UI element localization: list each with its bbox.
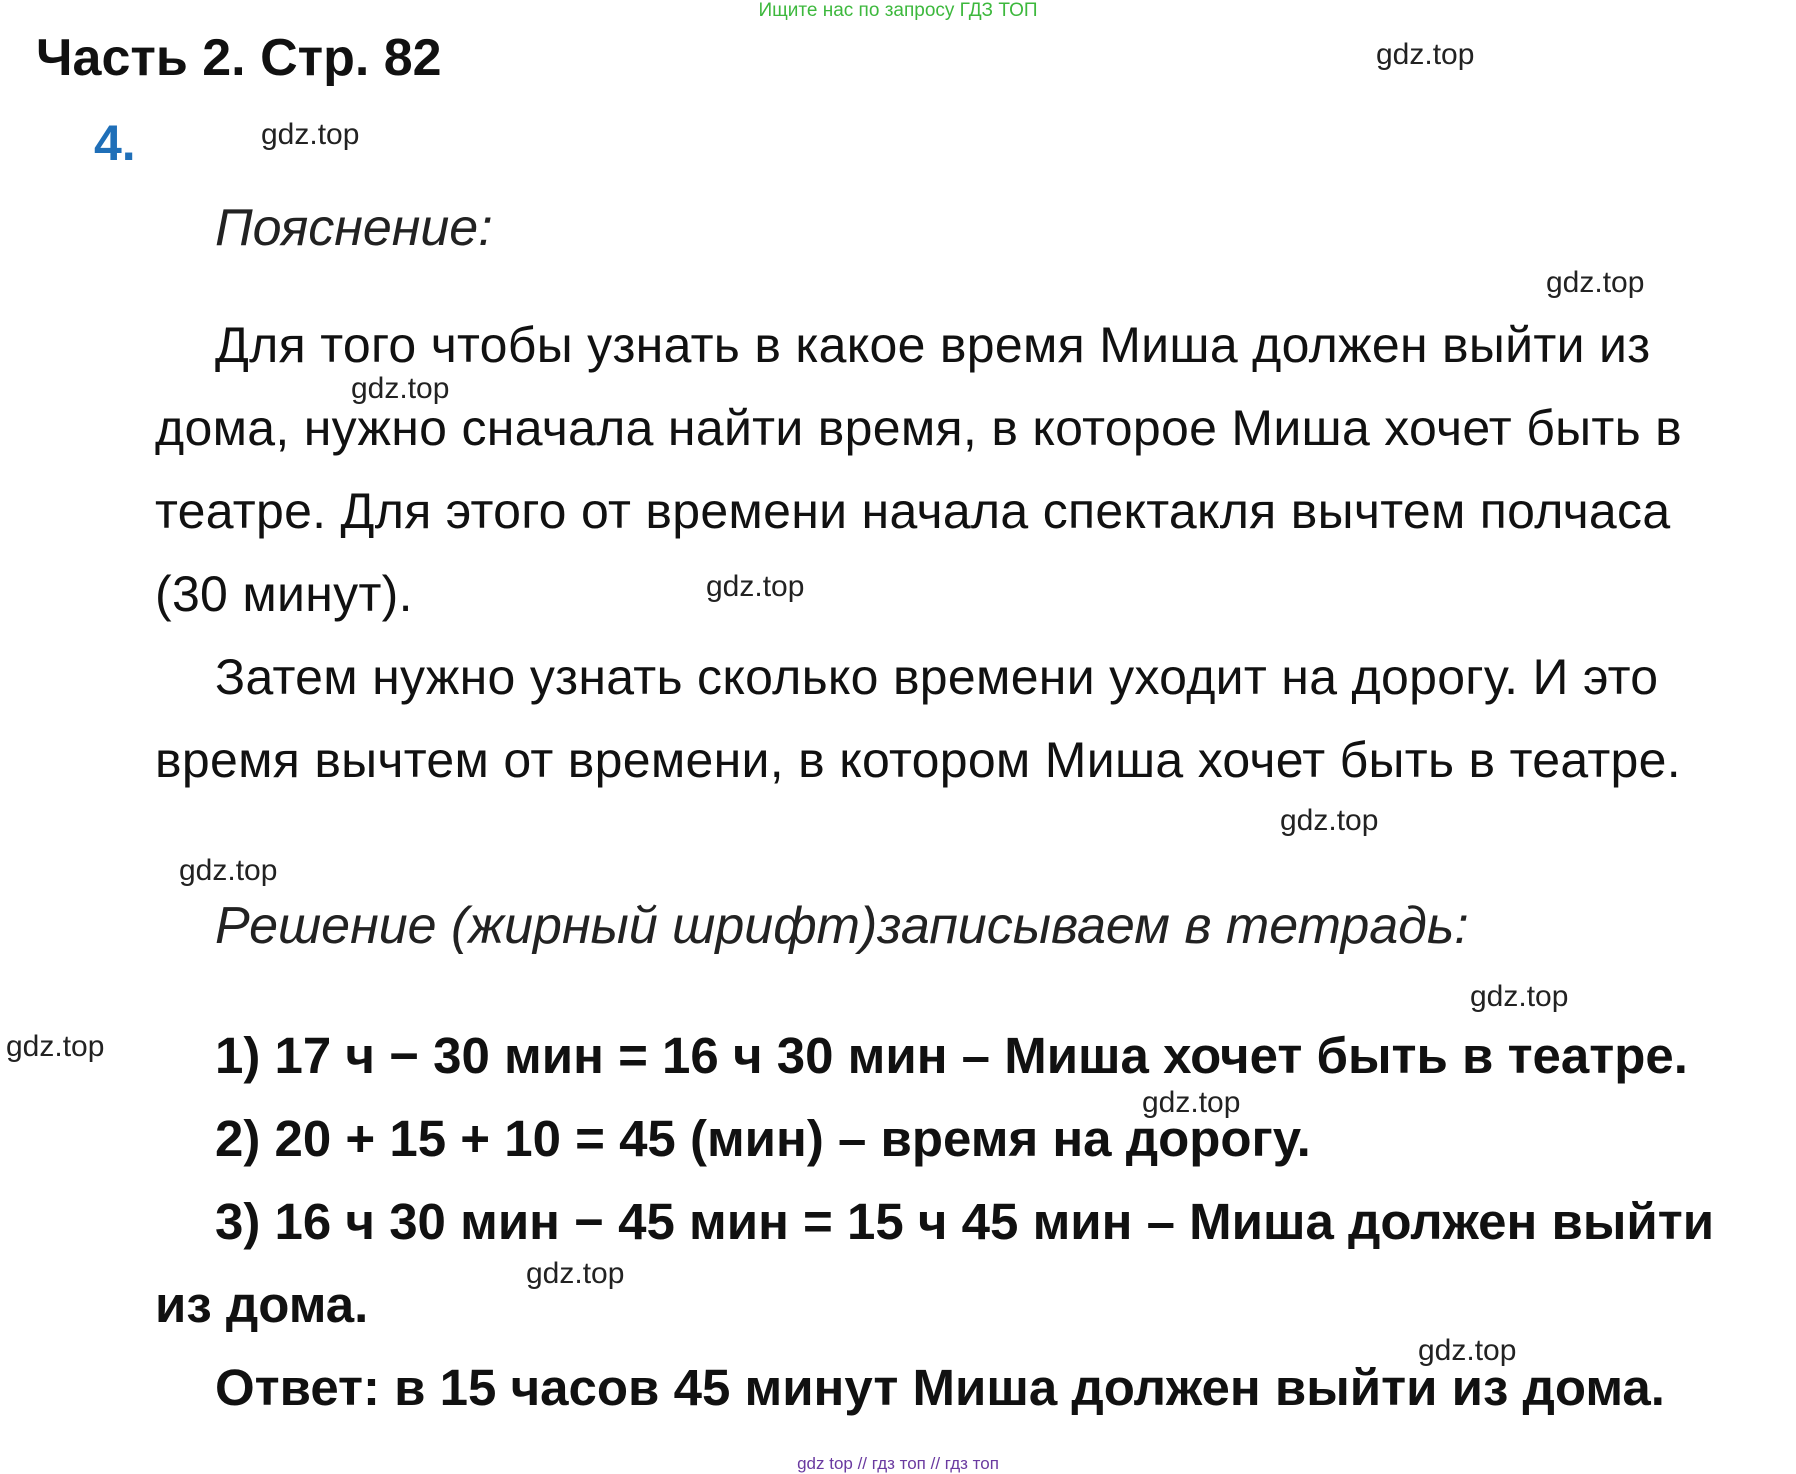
explanation-line: Затем нужно узнать сколько времени уходит на дорогу. И это	[215, 649, 1659, 705]
footer-links: gdz top // гдз топ // гдз топ	[797, 1454, 999, 1473]
explanation-line: театре. Для этого от времени начала спектакля вычтем полчаса	[155, 483, 1671, 539]
watermark: gdz.top	[1280, 804, 1379, 837]
solution-heading: Решение (жирный шрифт)записываем в тетрадь:	[215, 897, 1469, 955]
explanation-line: время вычтем от времени, в котором Миша хочет быть в театре.	[155, 732, 1681, 788]
explanation-line: (30 минут).	[155, 566, 413, 622]
top-banner: Ищите нас по запросу ГДЗ ТОП	[758, 0, 1038, 21]
watermark: gdz.top	[1376, 38, 1475, 71]
watermark: gdz.top	[351, 372, 450, 405]
watermark: gdz.top	[1546, 266, 1645, 299]
solution-step: из дома.	[155, 1276, 369, 1333]
solution-step: 1) 17 ч − 30 мин = 16 ч 30 мин – Миша хочет быть в театре.	[215, 1027, 1688, 1084]
watermark: gdz.top	[261, 118, 360, 151]
watermark: gdz.top	[1470, 980, 1569, 1013]
watermark: gdz.top	[1418, 1334, 1517, 1367]
answer-line: Ответ: в 15 часов 45 минут Миша должен выйти из дома.	[215, 1359, 1665, 1416]
watermark: gdz.top	[526, 1257, 625, 1290]
solution-step: 3) 16 ч 30 мин − 45 мин = 15 ч 45 мин – Миша должен выйти	[215, 1193, 1715, 1250]
solution-step: 2) 20 + 15 + 10 = 45 (мин) – время на дорогу.	[215, 1110, 1311, 1167]
watermark: gdz.top	[706, 570, 805, 603]
watermark: gdz.top	[6, 1030, 105, 1063]
page-title: Часть 2. Стр. 82	[36, 29, 442, 87]
watermark: gdz.top	[179, 854, 278, 887]
explanation-line: дома, нужно сначала найти время, в которое Миша хочет быть в	[155, 400, 1682, 456]
task-number: 4.	[94, 115, 136, 171]
explanation-heading: Пояснение:	[215, 199, 493, 257]
watermark: gdz.top	[1142, 1086, 1241, 1119]
explanation-line: Для того чтобы узнать в какое время Миша должен выйти из	[215, 317, 1651, 373]
